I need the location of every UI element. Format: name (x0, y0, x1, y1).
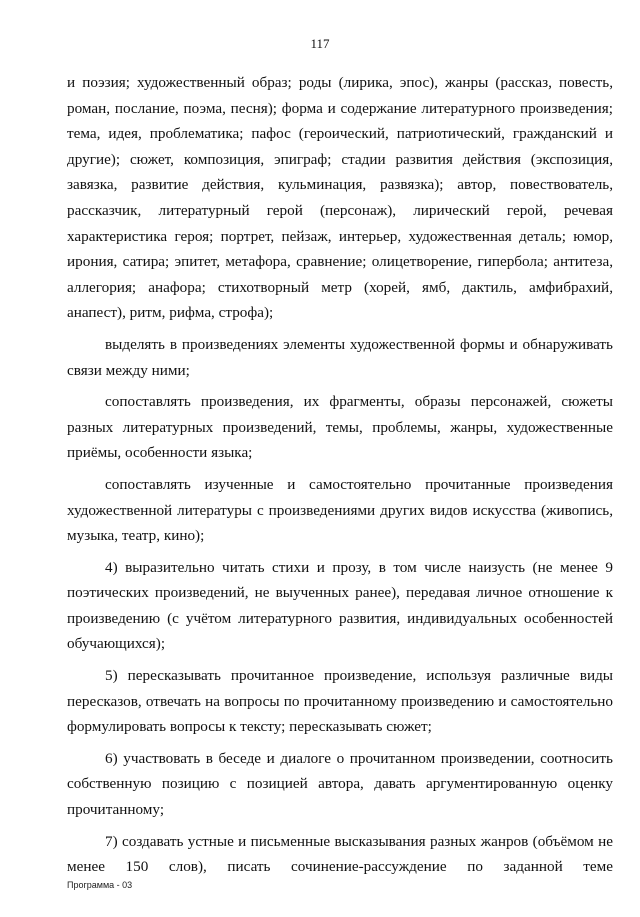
paragraph-item-6: 6) участвовать в беседе и диалоге о прочитанном произведении, соотносить собственную позицию с позицией автора, давать аргументированную оценку прочитанному; (67, 749, 613, 819)
paragraph-item-5: 5) пересказывать прочитанное произведение, используя различные виды пересказов, отвечать на вопросы по прочитанному произведению и самостоятельно формулировать вопросы к тексту; пересказывать сюжет; (67, 667, 613, 736)
paragraph-item-4: 4) выразительно читать стихи и прозу, в том числе наизусть (не менее 9 поэтических произведений, не выученных ранее), передавая личное отношение к произведению (с учётом литературного развития, индивидуальных особенностей обучающихся); (67, 558, 613, 653)
paragraph-compare-works: сопоставлять произведения, их фрагменты, образы персонажей, сюжеты разных литературных произведений, темы, проблемы, жанры, художественные приёмы, особенности языка; (67, 393, 613, 462)
paragraph-identify-elements: выделять в произведениях элементы художественной формы и обнаруживать связи между ними; (67, 335, 613, 379)
footer-program-label: Программа - 03 (67, 880, 133, 890)
paragraph-compare-arts: сопоставлять изученные и самостоятельно прочитанные произведения художественной литературы с произведениями других видов искусства (живопись, музыка, театр, кино); (67, 475, 613, 545)
body-text (67, 70, 613, 880)
paragraph-item-7: 7) создавать устные и письменные высказывания разных жанров (объёмом не менее 150 слов), писать сочинение-рассуждение по заданной теме (67, 832, 613, 876)
paragraph-continuation: и поэзия; художественный образ; роды (лирика, эпос), жанры (рассказ, повесть, роман, послание, поэма, песня); форма и содержание литературного произведения; тема, идея, проблематика; пафос (героический, патриотический, гражданский и другие); сюжет, композиция, эпиграф; стадии развития действия (экспозиция, завязка, развитие действия, кульминация, развязка); автор, повествователь, рассказчик, литературный герой (персонаж), лирический герой, речевая характеристика героя; портрет, пейзаж, интерьер, художественная деталь; юмор, ирония, сатира; эпитет, метафора, сравнение; олицетворение, гипербола; антитеза, аллегория; анафора; стихотворный метр (хорей, ямб, дактиль, амфибрахий, анапест), ритм, рифма, строфа); (67, 74, 613, 322)
page-number: 117 (310, 36, 330, 51)
